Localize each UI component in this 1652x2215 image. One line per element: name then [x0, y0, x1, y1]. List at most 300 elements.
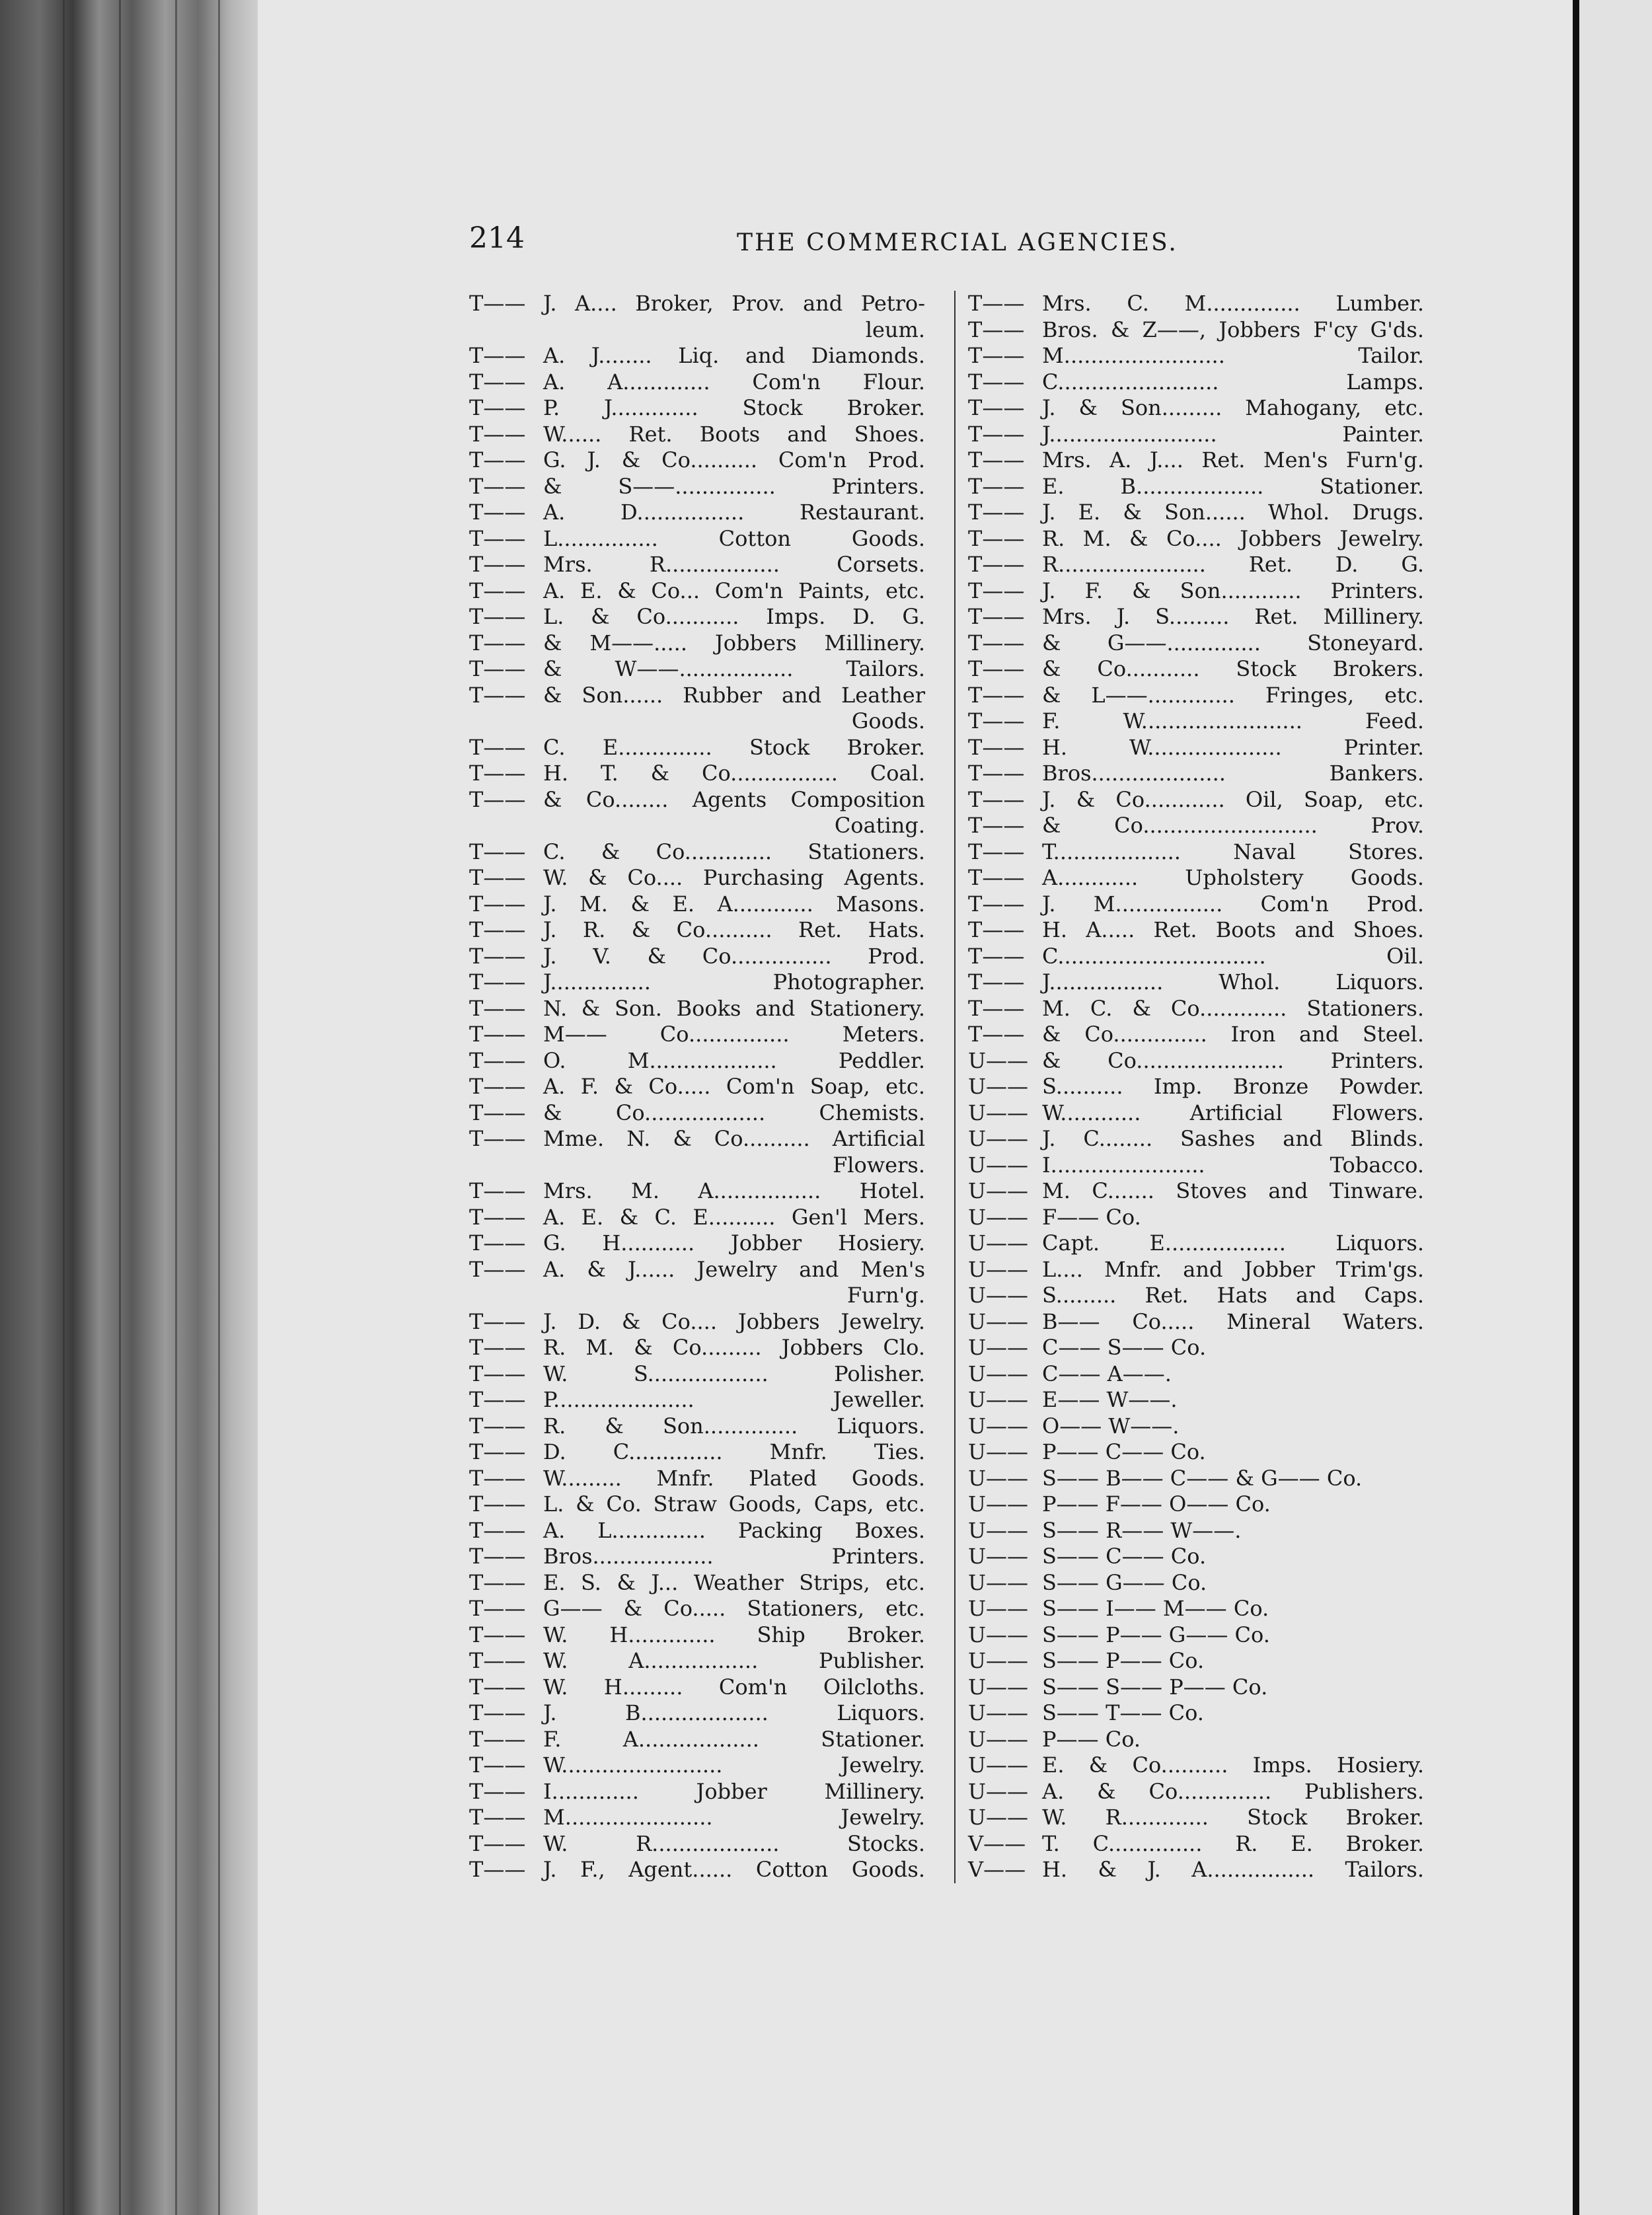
entry-initial: T——	[469, 1126, 526, 1151]
entry-initial: U——	[968, 1126, 1028, 1151]
entry-text: J. C........ Sashes and Blinds.	[1042, 1126, 1424, 1151]
entry-text: & S——............... Printers.	[543, 473, 925, 499]
entry-initial: U——	[968, 1047, 1028, 1073]
entry-text: S—— I—— M—— Co.	[1042, 1596, 1269, 1621]
entry-text: J. M................ Com'n Prod.	[1042, 891, 1424, 917]
directory-entry	[968, 552, 1424, 578]
entry-initial: T——	[469, 630, 526, 656]
entry-initial: T——	[968, 656, 1025, 681]
directory-entry	[968, 1518, 1424, 1544]
directory-entry	[469, 1439, 925, 1466]
directory-entry	[469, 552, 925, 578]
page-number: 214	[469, 221, 525, 255]
directory-entry	[968, 944, 1424, 970]
entry-text: A. E. & C. E.......... Gen'l Mers.	[543, 1204, 925, 1230]
directory-entry	[968, 1544, 1424, 1570]
directory-entry	[968, 1622, 1424, 1649]
entry-initial: U——	[968, 1544, 1028, 1569]
entry-initial: T——	[469, 525, 526, 551]
entry-text: N. & Son. Books and Stationery.	[543, 995, 925, 1021]
directory-entry	[469, 1205, 925, 1231]
directory-entry	[968, 1439, 1424, 1466]
directory-entry	[469, 343, 925, 369]
entry-text: J. F. & Son............ Printers.	[1042, 578, 1424, 603]
entry-text: W. R................... Stocks.	[543, 1830, 925, 1856]
entry-initial: T——	[968, 447, 1025, 472]
entry-text: P—— Co.	[1042, 1726, 1141, 1752]
entry-text: E—— W——.	[1042, 1387, 1178, 1412]
entry-initial: T——	[968, 917, 1025, 942]
directory-entry	[469, 1178, 925, 1205]
entry-text: & Co........ Agents Composition	[543, 786, 925, 812]
directory-entry	[469, 1805, 925, 1831]
entry-text: Mrs. C. M.............. Lumber.	[1042, 291, 1424, 316]
entry-text: G. H........... Jobber Hosiery.	[543, 1230, 925, 1256]
directory-entry	[968, 343, 1424, 369]
entry-text: J. D. & Co.... Jobbers Jewelry.	[543, 1308, 925, 1334]
directory-entry	[469, 1100, 925, 1127]
entry-text: H. T. & Co................ Coal.	[543, 761, 925, 786]
entry-text: P—— F—— O—— Co.	[1042, 1491, 1271, 1517]
entry-text: Bros.................. Printers.	[543, 1544, 925, 1569]
entry-initial: T——	[968, 630, 1025, 656]
directory-entry	[469, 1257, 925, 1309]
directory-entry	[469, 369, 925, 396]
directory-entry	[968, 969, 1424, 996]
directory-entry	[968, 317, 1424, 344]
entry-initial: T——	[469, 1361, 526, 1386]
directory-entry	[968, 1230, 1424, 1257]
directory-entry	[469, 1466, 925, 1492]
directory-entry	[469, 1596, 925, 1622]
entry-text: & L——............. Fringes, etc.	[1042, 682, 1424, 708]
directory-entry	[469, 761, 925, 787]
entry-text: & M——..... Jobbers Millinery.	[543, 630, 925, 656]
entry-initial: T——	[469, 1230, 526, 1256]
directory-entry	[968, 865, 1424, 891]
directory-entry	[968, 1048, 1424, 1074]
directory-entry	[968, 474, 1424, 500]
entry-initial: U——	[968, 1805, 1028, 1830]
entry-text: & Co...................... Printers.	[1042, 1047, 1424, 1073]
directory-entry	[968, 1857, 1424, 1883]
entry-text: J. M. & E. A............ Masons.	[543, 891, 925, 917]
directory-entry	[469, 1413, 925, 1440]
entry-text: S—— P—— Co.	[1042, 1648, 1205, 1673]
directory-entry	[968, 1074, 1424, 1100]
entry-initial: T——	[469, 369, 526, 394]
directory-entry	[469, 865, 925, 891]
entry-text: W........................ Jewelry.	[543, 1752, 925, 1778]
directory-entry	[968, 1309, 1424, 1335]
page-header	[469, 221, 1178, 261]
entry-initial: T——	[469, 1387, 526, 1412]
entry-text: S—— S—— P—— Co.	[1042, 1674, 1268, 1700]
entry-text: C. E.............. Stock Broker.	[543, 734, 925, 760]
entry-text: Mrs. M. A................ Hotel.	[543, 1178, 925, 1203]
entry-initial: T——	[469, 1439, 526, 1464]
directory-entry	[469, 1335, 925, 1361]
entry-initial: U——	[968, 1622, 1028, 1647]
directory-entry	[469, 1361, 925, 1388]
directory-entry	[469, 1857, 925, 1883]
entry-initial: U——	[968, 1178, 1028, 1203]
entry-initial: U——	[968, 1074, 1028, 1099]
entry-text: W. R............. Stock Broker.	[1042, 1805, 1424, 1830]
directory-entry	[469, 969, 925, 996]
entry-continuation: Furn'g.	[846, 1283, 925, 1308]
directory-entry	[469, 917, 925, 944]
entry-continuation: Flowers.	[833, 1152, 925, 1178]
directory-entry	[968, 1727, 1424, 1753]
entry-text: E. B................... Stationer.	[1042, 473, 1424, 499]
entry-initial: U——	[968, 1726, 1028, 1752]
entry-initial: U——	[968, 1491, 1028, 1517]
entry-text: S.......... Imp. Bronze Powder.	[1042, 1074, 1424, 1099]
entry-text: P..................... Jeweller.	[543, 1387, 925, 1412]
entry-initial: U——	[968, 1230, 1028, 1256]
entry-text: J............... Photographer.	[543, 969, 925, 995]
directory-entry	[968, 1805, 1424, 1831]
entry-initial: V——	[968, 1857, 1026, 1882]
entry-text: R...................... Ret. D. G.	[1042, 552, 1424, 577]
entry-initial: T——	[968, 682, 1025, 708]
entry-text: A. A............. Com'n Flour.	[543, 369, 925, 394]
entry-text: G. J. & Co.......... Com'n Prod.	[543, 447, 925, 472]
directory-entry	[968, 891, 1424, 918]
running-head: THE COMMERCIAL AGENCIES.	[737, 229, 1178, 256]
directory-entry	[469, 1700, 925, 1727]
entry-initial: T——	[968, 473, 1025, 499]
entry-initial: T——	[968, 891, 1025, 917]
entry-text: P—— C—— Co.	[1042, 1439, 1206, 1464]
directory-entry	[968, 761, 1424, 787]
directory-entry	[968, 996, 1424, 1022]
entry-initial: T——	[469, 395, 526, 420]
entry-text: & W——................. Tailors.	[543, 656, 925, 681]
facing-page-edge	[1579, 0, 1652, 2215]
entry-initial: T——	[469, 1517, 526, 1543]
entry-text: W............ Artificial Flowers.	[1042, 1100, 1424, 1125]
entry-initial: T——	[469, 682, 526, 708]
entry-initial: T——	[968, 865, 1025, 890]
directory-entry	[968, 708, 1424, 735]
entry-text: I....................... Tobacco.	[1042, 1152, 1424, 1178]
entry-text: L............... Cotton Goods.	[543, 525, 925, 551]
directory-entry	[968, 735, 1424, 761]
page-edge-line	[119, 0, 121, 2215]
directory-entry	[968, 369, 1424, 396]
directory-entry	[968, 656, 1424, 683]
entry-initial: T——	[968, 943, 1025, 969]
entry-initial: U——	[968, 1778, 1028, 1804]
entry-text: J................. Whol. Liquors.	[1042, 969, 1424, 995]
entry-text: H. A..... Ret. Boots and Shoes.	[1042, 917, 1424, 942]
entry-text: A. F. & Co..... Com'n Soap, etc.	[543, 1074, 925, 1099]
entry-text: L.... Mnfr. and Jobber Trim'gs.	[1042, 1256, 1424, 1282]
entry-text: P. J............. Stock Broker.	[543, 395, 925, 420]
entry-text: C........................ Lamps.	[1042, 369, 1424, 394]
entry-initial: T——	[469, 1700, 526, 1725]
entry-text: S—— B—— C—— & G—— Co.	[1042, 1465, 1363, 1491]
entry-initial: T——	[469, 1100, 526, 1125]
book-edge	[0, 0, 264, 2215]
directory-entry	[469, 1674, 925, 1701]
directory-entry	[469, 526, 925, 552]
entry-initial: T——	[469, 1465, 526, 1491]
directory-entry	[469, 891, 925, 918]
entry-text: J. & Co............ Oil, Soap, etc.	[1042, 786, 1424, 812]
entry-initial: U——	[968, 1439, 1028, 1464]
entry-text: H. W.................... Printer.	[1042, 734, 1424, 760]
directory-entry	[469, 604, 925, 630]
entry-text: B—— Co..... Mineral Waters.	[1042, 1308, 1424, 1334]
entry-initial: T——	[968, 578, 1025, 603]
directory-entry	[968, 1178, 1424, 1205]
entry-initial: T——	[469, 891, 526, 917]
entry-text: W. A................. Publisher.	[543, 1648, 925, 1673]
entry-initial: V——	[968, 1830, 1026, 1856]
entry-initial: T——	[469, 291, 526, 316]
entry-text: A. L.............. Packing Boxes.	[543, 1517, 925, 1543]
entry-initial: T——	[469, 761, 526, 786]
entry-text: A. E. & Co... Com'n Paints, etc.	[543, 578, 925, 603]
directory-entry	[469, 1779, 925, 1805]
entry-initial: T——	[968, 786, 1025, 812]
directory-entry	[968, 500, 1424, 526]
directory-entry	[968, 395, 1424, 422]
entry-initial: T——	[469, 1648, 526, 1673]
entry-initial: T——	[469, 1674, 526, 1700]
directory-entry	[968, 917, 1424, 944]
directory-entry	[968, 1283, 1424, 1309]
entry-text: A. D................ Restaurant.	[543, 500, 925, 525]
directory-entry	[968, 578, 1424, 605]
entry-initial: T——	[968, 421, 1025, 447]
entry-initial: U——	[968, 1308, 1028, 1334]
entry-text: W. S.................. Polisher.	[543, 1361, 925, 1386]
entry-text: S—— T—— Co.	[1042, 1700, 1204, 1725]
entry-initial: T——	[469, 839, 526, 864]
entry-text: R. M. & Co.... Jobbers Jewelry.	[1042, 525, 1424, 551]
entry-text: W......... Mnfr. Plated Goods.	[543, 1465, 925, 1491]
directory-entry	[968, 1126, 1424, 1152]
directory-entry	[469, 1126, 925, 1178]
entry-text: J......................... Painter.	[1042, 421, 1424, 447]
entry-text: Mme. N. & Co.......... Artificial	[543, 1126, 925, 1151]
entry-initial: T——	[469, 1544, 526, 1569]
directory-entry	[968, 1831, 1424, 1858]
entry-initial: T——	[469, 343, 526, 368]
entry-initial: T——	[968, 343, 1025, 368]
entry-text: M—— Co............... Meters.	[543, 1022, 925, 1047]
entry-initial: T——	[968, 604, 1025, 629]
entry-initial: T——	[469, 604, 526, 629]
entry-initial: T——	[469, 1074, 526, 1099]
left-column	[469, 291, 925, 1883]
directory-entry	[968, 1674, 1424, 1701]
entry-text: Bros.................... Bankers.	[1042, 761, 1424, 786]
directory-entry	[968, 1648, 1424, 1674]
entry-text: F. W........................ Feed.	[1042, 708, 1424, 733]
directory-entry	[968, 1022, 1424, 1048]
directory-entry	[469, 1622, 925, 1649]
entry-initial: U——	[968, 1700, 1028, 1725]
entry-text: & Son...... Rubber and Leather	[543, 682, 925, 708]
entry-continuation: leum.	[865, 317, 925, 342]
entry-initial: T——	[968, 317, 1025, 342]
directory-entry	[968, 1752, 1424, 1779]
directory-entry	[968, 787, 1424, 813]
directory-entry	[469, 1570, 925, 1596]
entry-text: S—— R—— W——.	[1042, 1517, 1242, 1543]
directory-entry	[469, 447, 925, 474]
directory-entry	[469, 578, 925, 605]
entry-initial: T——	[968, 291, 1025, 316]
entry-text: M. C....... Stoves and Tinware.	[1042, 1178, 1424, 1203]
entry-text: J. A.... Broker, Prov. and Petro-	[543, 291, 925, 316]
entry-initial: T——	[968, 969, 1025, 995]
entry-initial: T——	[968, 761, 1025, 786]
entry-initial: T——	[968, 395, 1025, 420]
entry-initial: T——	[469, 995, 526, 1021]
entry-text: S—— P—— G—— Co.	[1042, 1622, 1270, 1647]
directory-entry	[968, 1205, 1424, 1231]
entry-text: M...................... Jewelry.	[543, 1805, 925, 1830]
entry-initial: U——	[968, 1596, 1028, 1621]
entry-text: C—— A——.	[1042, 1361, 1172, 1386]
entry-text: & Co.......................... Prov.	[1042, 813, 1424, 838]
entry-initial: U——	[968, 1465, 1028, 1491]
right-column	[968, 291, 1424, 1883]
directory-entry	[469, 1518, 925, 1544]
directory-entry	[469, 1727, 925, 1753]
entry-text: A. & Co.............. Publishers.	[1042, 1778, 1424, 1804]
entry-initial: T——	[469, 1047, 526, 1073]
directory-entry	[469, 1387, 925, 1413]
entry-text: J. & Son......... Mahogany, etc.	[1042, 395, 1424, 420]
entry-text: J. R. & Co.......... Ret. Hats.	[543, 917, 925, 942]
entry-initial: T——	[469, 1022, 526, 1047]
entry-text: J. E. & Son...... Whol. Drugs.	[1042, 500, 1424, 525]
directory-entry	[968, 1570, 1424, 1596]
entry-text: Bros. & Z——, Jobbers F'cy G'ds.	[1042, 317, 1424, 342]
directory-entry	[469, 1752, 925, 1779]
entry-initial: T——	[469, 1778, 526, 1804]
entry-initial: T——	[469, 421, 526, 447]
entry-initial: T——	[469, 1178, 526, 1203]
directory-entry	[469, 1230, 925, 1257]
directory-entry	[469, 630, 925, 657]
entry-text: T................... Naval Stores.	[1042, 839, 1424, 864]
entry-initial: T——	[469, 500, 526, 525]
directory-entry	[469, 1309, 925, 1335]
entry-text: W...... Ret. Boots and Shoes.	[543, 421, 925, 447]
directory-entry	[968, 291, 1424, 317]
entry-initial: T——	[968, 995, 1025, 1021]
entry-text: W. & Co.... Purchasing Agents.	[543, 865, 925, 890]
entry-initial: T——	[469, 1805, 526, 1830]
directory-entry	[469, 1074, 925, 1100]
entry-initial: U——	[968, 1648, 1028, 1673]
entry-text: A. & J...... Jewelry and Men's	[543, 1256, 925, 1282]
entry-initial: T——	[469, 734, 526, 760]
entry-text: F. A.................. Stationer.	[543, 1726, 925, 1752]
directory-entry	[469, 944, 925, 970]
entry-text: S—— G—— Co.	[1042, 1569, 1207, 1595]
directory-entry	[968, 813, 1424, 839]
entry-text: H. & J. A................ Tailors.	[1042, 1857, 1424, 1882]
entry-initial: U——	[968, 1204, 1028, 1230]
directory-entry	[968, 1100, 1424, 1127]
entry-initial: T——	[469, 656, 526, 681]
entry-text: & Co.................. Chemists.	[543, 1100, 925, 1125]
entry-initial: T——	[968, 552, 1025, 577]
entry-initial: T——	[469, 578, 526, 603]
directory-entry	[968, 604, 1424, 630]
entry-initial: T——	[469, 786, 526, 812]
entry-text: J. F., Agent...... Cotton Goods.	[543, 1857, 925, 1882]
directory-entry	[968, 630, 1424, 657]
column-divider	[954, 291, 956, 1883]
directory-entry	[469, 839, 925, 866]
entry-text: M. C. & Co............. Stationers.	[1042, 995, 1424, 1021]
entry-initial: T——	[968, 1022, 1025, 1047]
entry-initial: T——	[469, 1622, 526, 1647]
directory-entry	[469, 656, 925, 683]
entry-initial: U——	[968, 1387, 1028, 1412]
directory-entry	[968, 1257, 1424, 1283]
directory-entry	[968, 1779, 1424, 1805]
entry-text: A............ Upholstery Goods.	[1042, 865, 1424, 890]
entry-text: I............. Jobber Millinery.	[543, 1778, 925, 1804]
entry-text: T. C.............. R. E. Broker.	[1042, 1830, 1424, 1856]
entry-text: L. & Co. Straw Goods, Caps, etc.	[543, 1491, 925, 1517]
entry-text: J. V. & Co............... Prod.	[543, 943, 925, 969]
directory-entry	[968, 683, 1424, 709]
entry-text: & Co.............. Iron and Steel.	[1042, 1022, 1424, 1047]
entry-text: R. & Son.............. Liquors.	[543, 1413, 925, 1439]
entry-initial: U——	[968, 1335, 1028, 1360]
entry-text: F—— Co.	[1042, 1204, 1141, 1230]
entry-text: G—— & Co..... Stationers, etc.	[543, 1596, 925, 1621]
entry-initial: U——	[968, 1517, 1028, 1543]
directory-entry	[469, 500, 925, 526]
entry-initial: T——	[968, 813, 1025, 838]
entry-text: L. & Co........... Imps. D. G.	[543, 604, 925, 629]
directory-entry	[469, 735, 925, 761]
directory-entry	[469, 1491, 925, 1518]
directory-entry	[968, 1466, 1424, 1492]
entry-initial: U——	[968, 1256, 1028, 1282]
directory-entry	[968, 1413, 1424, 1440]
entry-initial: T——	[968, 369, 1025, 394]
entry-initial: T——	[469, 473, 526, 499]
entry-initial: T——	[469, 552, 526, 577]
entry-initial: T——	[469, 1857, 526, 1882]
entry-initial: U——	[968, 1283, 1028, 1308]
entry-initial: T——	[469, 1204, 526, 1230]
entry-initial: T——	[469, 1308, 526, 1334]
entry-text: Mrs. J. S......... Ret. Millinery.	[1042, 604, 1424, 629]
entry-continuation: Goods.	[851, 708, 925, 733]
directory-entry	[469, 1022, 925, 1048]
directory-entry	[469, 1648, 925, 1674]
entry-initial: T——	[968, 708, 1025, 733]
entry-continuation: Coating.	[834, 813, 925, 838]
directory-entry	[968, 447, 1424, 474]
directory-entry	[968, 1596, 1424, 1622]
